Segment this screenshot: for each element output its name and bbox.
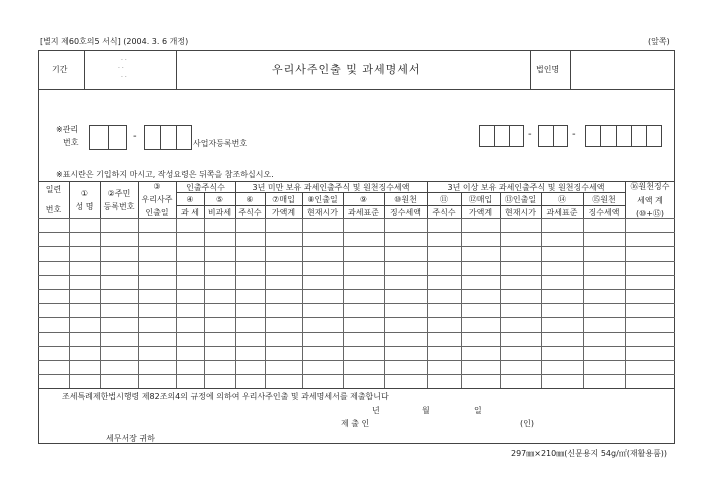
period-label: 기간 <box>52 65 68 74</box>
hdr-name-num: ① <box>80 189 89 198</box>
hdr-o-base: 과세표준 <box>546 208 578 217</box>
biz-reg-label: 사업자등록번호 <box>193 139 248 148</box>
biz-reg-dash-1: - <box>528 129 532 140</box>
table-bottom-border <box>38 388 675 389</box>
hdr-o-base-num: ⑭ <box>558 195 566 204</box>
hdr-taxable: 과 세 <box>181 208 199 217</box>
period-dots-3: · · <box>121 74 127 81</box>
hdr-u-price-1: ⑦매입 <box>272 195 295 204</box>
hdr-u-base: 과세표준 <box>348 208 379 217</box>
hdr-total-2: 세액 계 <box>637 196 663 205</box>
hdr-serial-1: 일련 <box>45 185 62 194</box>
hdr-rrn: 등록번호 <box>103 202 135 211</box>
seal-label: (인) <box>520 419 534 428</box>
hdr-nontax: 비과세 <box>207 208 232 217</box>
mgmt-no-label-1: ※관리 <box>56 125 79 134</box>
hdr-withdraw-2: 인출일 <box>145 208 169 217</box>
biz-reg-dash-2: - <box>572 129 576 140</box>
table-row <box>38 360 675 361</box>
biz-reg-box-c[interactable] <box>585 125 662 147</box>
date-day-label: 일 <box>474 406 482 415</box>
hdr-u-market-2: 현재시가 <box>307 208 338 217</box>
hdr-group-under3: 3년 미만 보유 과세인출주식 및 원천징수세액 <box>252 183 410 192</box>
hdr-o-shares-num: ⑪ <box>440 195 448 204</box>
date-month-label: 월 <box>422 406 430 415</box>
mgmt-no-dash: - <box>133 131 137 142</box>
corp-name-label: 법인명 <box>536 65 560 74</box>
page-title: 우리사주인출 및 과세명세서 <box>272 63 421 76</box>
table-row <box>38 275 675 276</box>
hdr-o-tax-2: 징수세액 <box>588 208 620 217</box>
hdr-withdraw-1: 우리사주 <box>141 195 173 204</box>
table-row <box>38 218 675 219</box>
table-top-border <box>38 181 675 182</box>
table-row <box>38 232 675 233</box>
notice-text: ※표시란은 기입하지 마시고, 작성요령은 뒤쪽을 참조하십시오. <box>56 170 274 179</box>
hdr-u-tax-1: ⑩원천 <box>394 195 417 204</box>
submitter-label: 제 출 인 <box>341 419 370 428</box>
hdr-u-price-2: 가액계 <box>271 208 296 217</box>
hdr-u-tax-2: 징수세액 <box>390 208 421 217</box>
hdr-group-shares: 인출주식수 <box>186 183 225 192</box>
table-row <box>38 246 675 247</box>
hdr-total-3: (⑩+⑮) <box>635 209 665 218</box>
paper-spec: 297㎜×210㎜(신문용지 54g/㎡(재활용품)) <box>511 449 668 458</box>
hdr-o-market-1: ⑬인출일 <box>504 195 537 204</box>
hdr-nontax-num: ⑤ <box>215 195 224 204</box>
submission-statement: 조세특례제한법시행령 제82조의4의 규정에 의하여 우리사주인출 및 과세명세서를 제출합니다 <box>62 392 389 401</box>
hdr-o-price-1: ⑫매입 <box>468 195 493 204</box>
hdr-o-market-2: 현재시가 <box>505 208 536 217</box>
biz-reg-box-a[interactable] <box>479 125 524 147</box>
table-row <box>38 346 675 347</box>
recipient-label: 세무서장 귀하 <box>106 434 155 443</box>
form-code: [별지 제60호의5 서식] (2004. 3. 6 개정) <box>40 37 189 46</box>
hdr-o-shares: 주식수 <box>432 208 456 217</box>
table-row <box>38 303 675 304</box>
page-side: (앞쪽) <box>648 37 670 46</box>
mgmt-no-label-2: 번호 <box>63 138 79 147</box>
hdr-name: 성 명 <box>75 202 94 211</box>
table-row <box>38 374 675 375</box>
mgmt-no-box-b[interactable] <box>144 125 192 150</box>
table-row <box>38 289 675 290</box>
hdr-total-1: ⑯원천징수 <box>630 182 670 191</box>
table-row <box>38 261 675 262</box>
hdr-o-price-2: 가액계 <box>468 208 493 217</box>
period-dots: · · <box>121 57 127 64</box>
period-dots-2: · · <box>118 65 124 72</box>
hdr-o-tax-1: ⑮원천 <box>592 195 616 204</box>
hdr-group-over3: 3년 이상 보유 과세인출주식 및 원천징수세액 <box>447 183 605 192</box>
corp-name-field[interactable] <box>570 50 675 89</box>
hdr-u-base-num: ⑨ <box>359 195 368 204</box>
hdr-u-shares: 주식수 <box>238 208 262 217</box>
title-row-border <box>38 89 675 90</box>
hdr-u-shares-num: ⑥ <box>246 195 254 204</box>
hdr-taxable-num: ④ <box>186 195 194 204</box>
data-table-body[interactable] <box>38 218 675 388</box>
hdr-serial-2: 번호 <box>45 205 62 214</box>
hdr-rrn-num: ②주민 <box>107 189 131 198</box>
date-year-label: 년 <box>372 406 380 415</box>
table-row <box>38 332 675 333</box>
hdr-u-market-1: ⑧인출일 <box>307 195 338 204</box>
table-row <box>38 317 675 318</box>
hdr-withdraw-num: ③ <box>153 182 161 191</box>
